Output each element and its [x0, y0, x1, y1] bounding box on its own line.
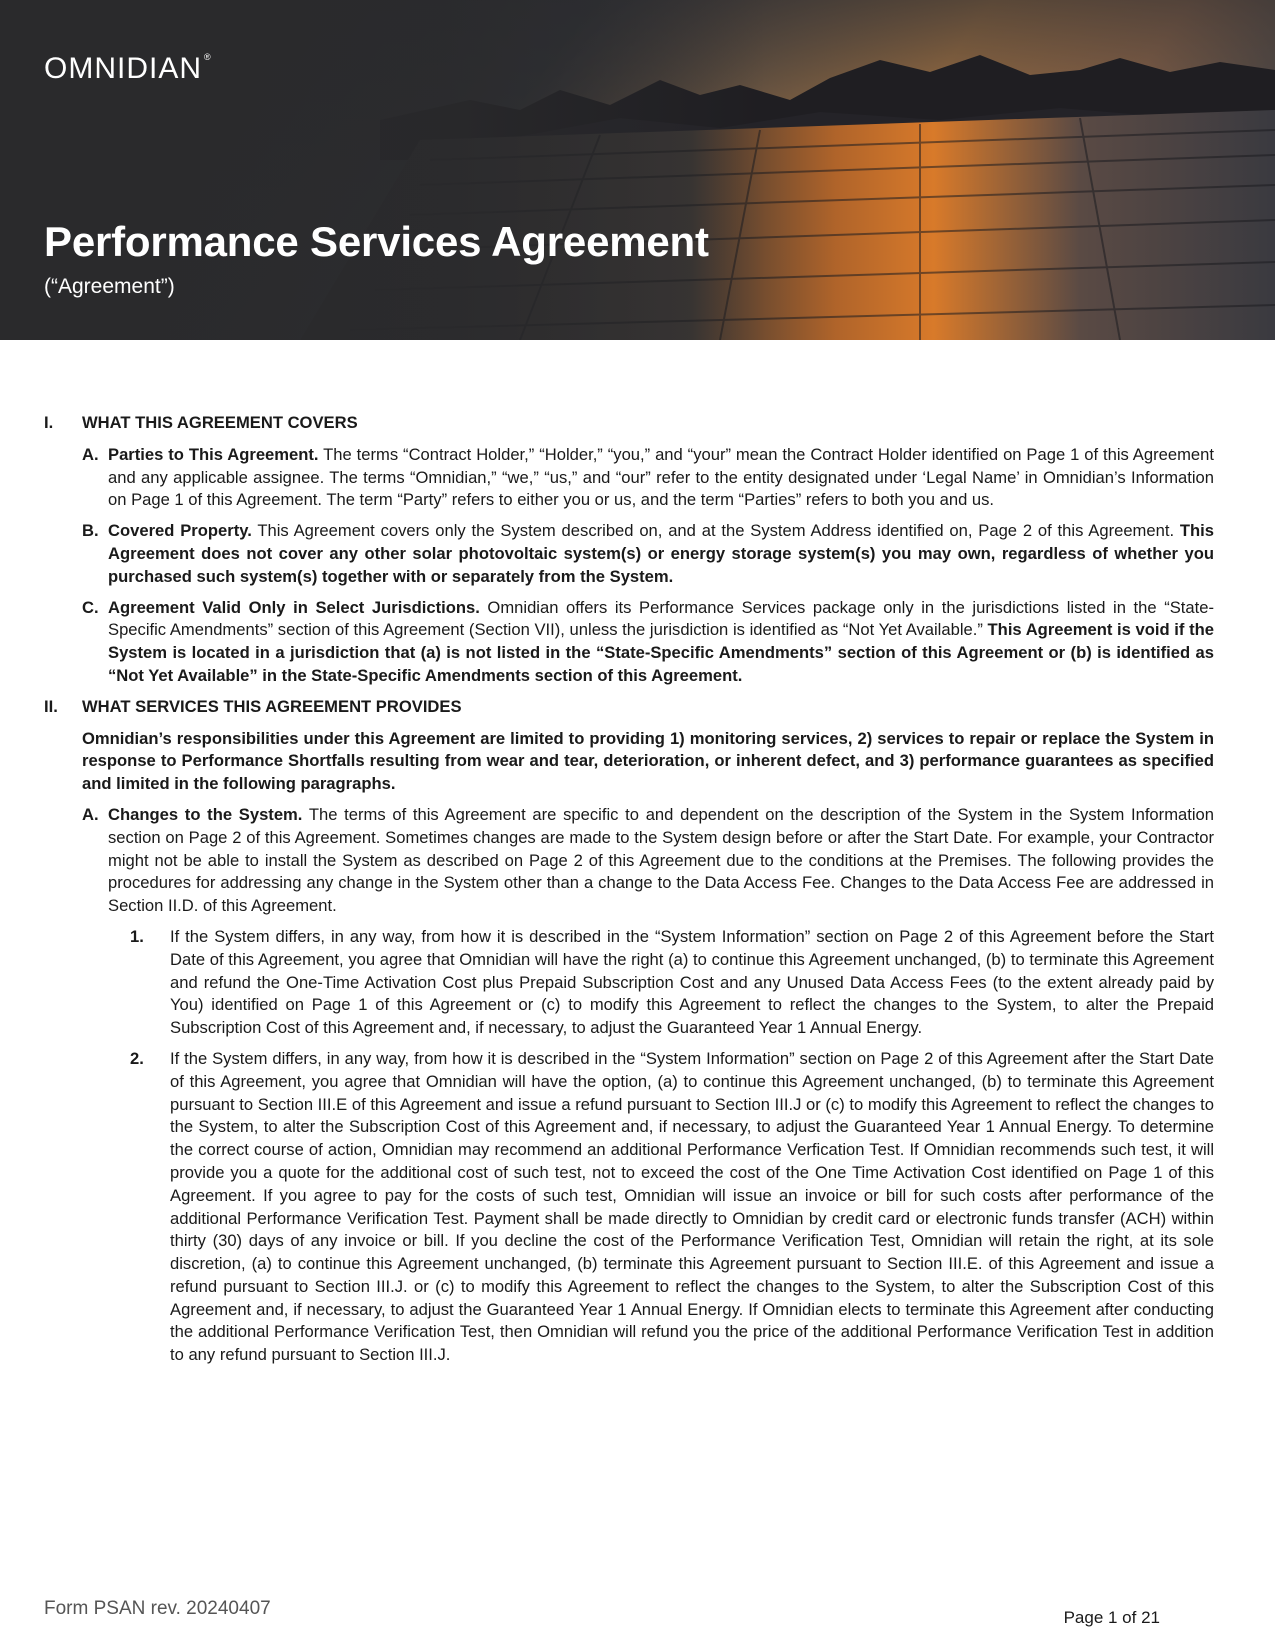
clause-bold-body: This Agreement is void if the System is located in a jurisdiction that (a) is not listed in the “State-Specific Amendments” section of this Agreement or (b) is identified as “Not Yet Available” in the State-Specific Amendments section of this Agreement.	[108, 620, 1214, 685]
clause-body: The terms “Contract Holder,” “Holder,” “you,” and “your” mean the Contract Holder identified on Page 1 of this Agreement and any applicable assignee. The terms “Omnidian,” “we,” “us,” and “our” refer to the entity designated under ‘Legal Name’ in Omnidian’s Information on Page 1 of this Agreement. The term “Party” refers to either you or us, and the term “Parties” refers to both you and us.	[108, 444, 1214, 510]
header-banner	[0, 0, 1275, 340]
form-revision-id: Form PSAN rev. 20240407	[44, 1598, 271, 1619]
clause-lead: Parties to This Agreement.	[108, 444, 319, 464]
clause-lead: Covered Property.	[108, 521, 252, 541]
section-title: WHAT SERVICES THIS AGREEMENT PROVIDES	[82, 696, 462, 716]
document-title: Performance Services Agreement	[44, 218, 709, 265]
clause-label: C.	[82, 597, 99, 617]
section-title: WHAT THIS AGREEMENT COVERS	[82, 413, 358, 432]
clause-text	[108, 520, 1214, 588]
solar-panel-sunset-image	[0, 0, 1275, 340]
registered-mark: ®	[204, 52, 212, 62]
page-number: Page 1 of 21	[1063, 1608, 1160, 1627]
subclause-label: 1.	[130, 926, 144, 946]
clause-body: The terms of this Agreement are specific to and dependent on the description of the System in the System Information section on Page 2 of this Agreement. Sometimes changes are made to the System design before or after the Start Date. For example, your Contractor might not be able to install the System as described on Page 2 of this Agreement due to the conditions at the Premises. The following provides the procedures for addressing any change in the System other than a change to the Data Access Fee. Changes to the Data Access Fee are addressed in Section II.D. of this Agreement.	[108, 804, 1214, 916]
clause-jurisdictions	[82, 597, 1214, 688]
section-heading-services	[44, 696, 1214, 719]
clause-body: Omnidian offers its Performance Services package only in the jurisdictions listed in the “State-Specific Amendments” section of this Agreement (Section VII), unless the jurisdiction is identified as “Not Yet Available.”	[108, 597, 1215, 640]
subclause-before-start-date	[126, 926, 1214, 1040]
document-subtitle: (“Agreement”)	[44, 275, 175, 298]
subclause-text: If the System differs, in any way, from how it is described in the “System Information” section on Page 2 of this Agreement before the Start Date of this Agreement, you agree that Omnidian will have the right (a) to continue this Agreement unchanged, (b) to terminate this Agreement and refund the One-Time Activation Cost plus Prepaid Subscription Cost and any Unused Data Access Fees (to the extent already paid by You) identified on Page 1 of this Agreement or (c) to modify this Agreement to reflect the changes to the System, to alter the Prepaid Subscription Cost of this Agreement and, if necessary, to adjust the Guaranteed Year 1 Annual Energy.	[170, 926, 1214, 1038]
clause-text	[108, 804, 1214, 918]
clause-label: A.	[82, 444, 99, 464]
clause-covered-property	[82, 520, 1214, 588]
section-heading-covers	[44, 412, 1214, 435]
agreement-body	[44, 412, 1214, 1375]
section-number: II.	[44, 696, 58, 716]
services-intro: Omnidian’s responsibilities under this Agreement are limited to providing 1) monitoring services, 2) services to repair or replace the System in response to Performance Shortfalls resulting from wear and tear, deterioration, or inherent defect, and 3) performance guarantees as specified and limited in the following paragraphs.	[82, 728, 1214, 794]
logo-text: OMNIDIAN	[44, 52, 202, 85]
clause-label: A.	[82, 804, 99, 824]
clause-text	[108, 597, 1214, 688]
clause-text	[108, 444, 1214, 512]
subclause-text: If the System differs, in any way, from how it is described in the “System Information” section on Page 2 of this Agreement after the Start Date of this Agreement, you agree that Omnidian will have the option, (a) to continue this Agreement unchanged, (b) to terminate this Agreement pursuant to Section III.E of this Agreement and issue a refund pursuant to Section III.J or (c) to modify this Agreement to reflect the changes to the System, to alter the Subscription Cost of this Agreement and, if necessary, to adjust the Guaranteed Year 1 Annual Energy. To determine the correct course of action, Omnidian may recommend an additional Performance Verfication Test. If Omnidian recommends such test, it will provide you a quote for the additional cost of such test, not to exceed the cost of the One Time Activation Cost identified on Page 1 of this Agreement. If you agree to pay for the costs of such test, Omnidian will issue an invoice or bill for such costs after performance of the additional Performance Verification Test. Payment shall be made directly to Omnidian by credit card or electronic funds transfer (ACH) within thirty (30) days of any invoice or bill. If you decline the cost of the Performance Verification Test, Omnidian will retain the right, at its sole discretion, (a) to continue this Agreement unchanged, (b) terminate this Agreement pursuant to Section III.E. of this Agreement and issue a refund pursuant to Section III.J. or (c) to modify this Agreement to reflect the changes to the System, to alter the Subscription Cost of this Agreement and, if necessary, to adjust the Guaranteed Year 1 Annual Energy. If Omnidian elects to terminate this Agreement after conducting the additional Performance Verification Test, then Omnidian will refund you the price of the additional Performance Verification Test in addition to any refund pursuant to Section III.J.	[170, 1048, 1214, 1365]
clause-label: B.	[82, 521, 99, 541]
subclause-label: 2.	[130, 1048, 144, 1068]
clause-body: This Agreement covers only the System described on, and at the System Address identified on, Page 2 of this Agreement.	[251, 521, 1180, 541]
clause-lead: Changes to the System.	[108, 804, 303, 824]
clause-changes-to-system	[82, 804, 1214, 918]
omnidian-logo	[44, 52, 212, 86]
clause-parties	[82, 444, 1214, 512]
clause-bold-body: This Agreement does not cover any other solar photovoltaic system(s) or energy storage system(s) you may own, regardless of whether you purchased such system(s) together with or separately from the System.	[108, 521, 1214, 586]
subclause-after-start-date	[126, 1048, 1214, 1367]
clause-lead: Agreement Valid Only in Select Jurisdictions.	[108, 597, 480, 617]
section-number: I.	[44, 413, 54, 432]
